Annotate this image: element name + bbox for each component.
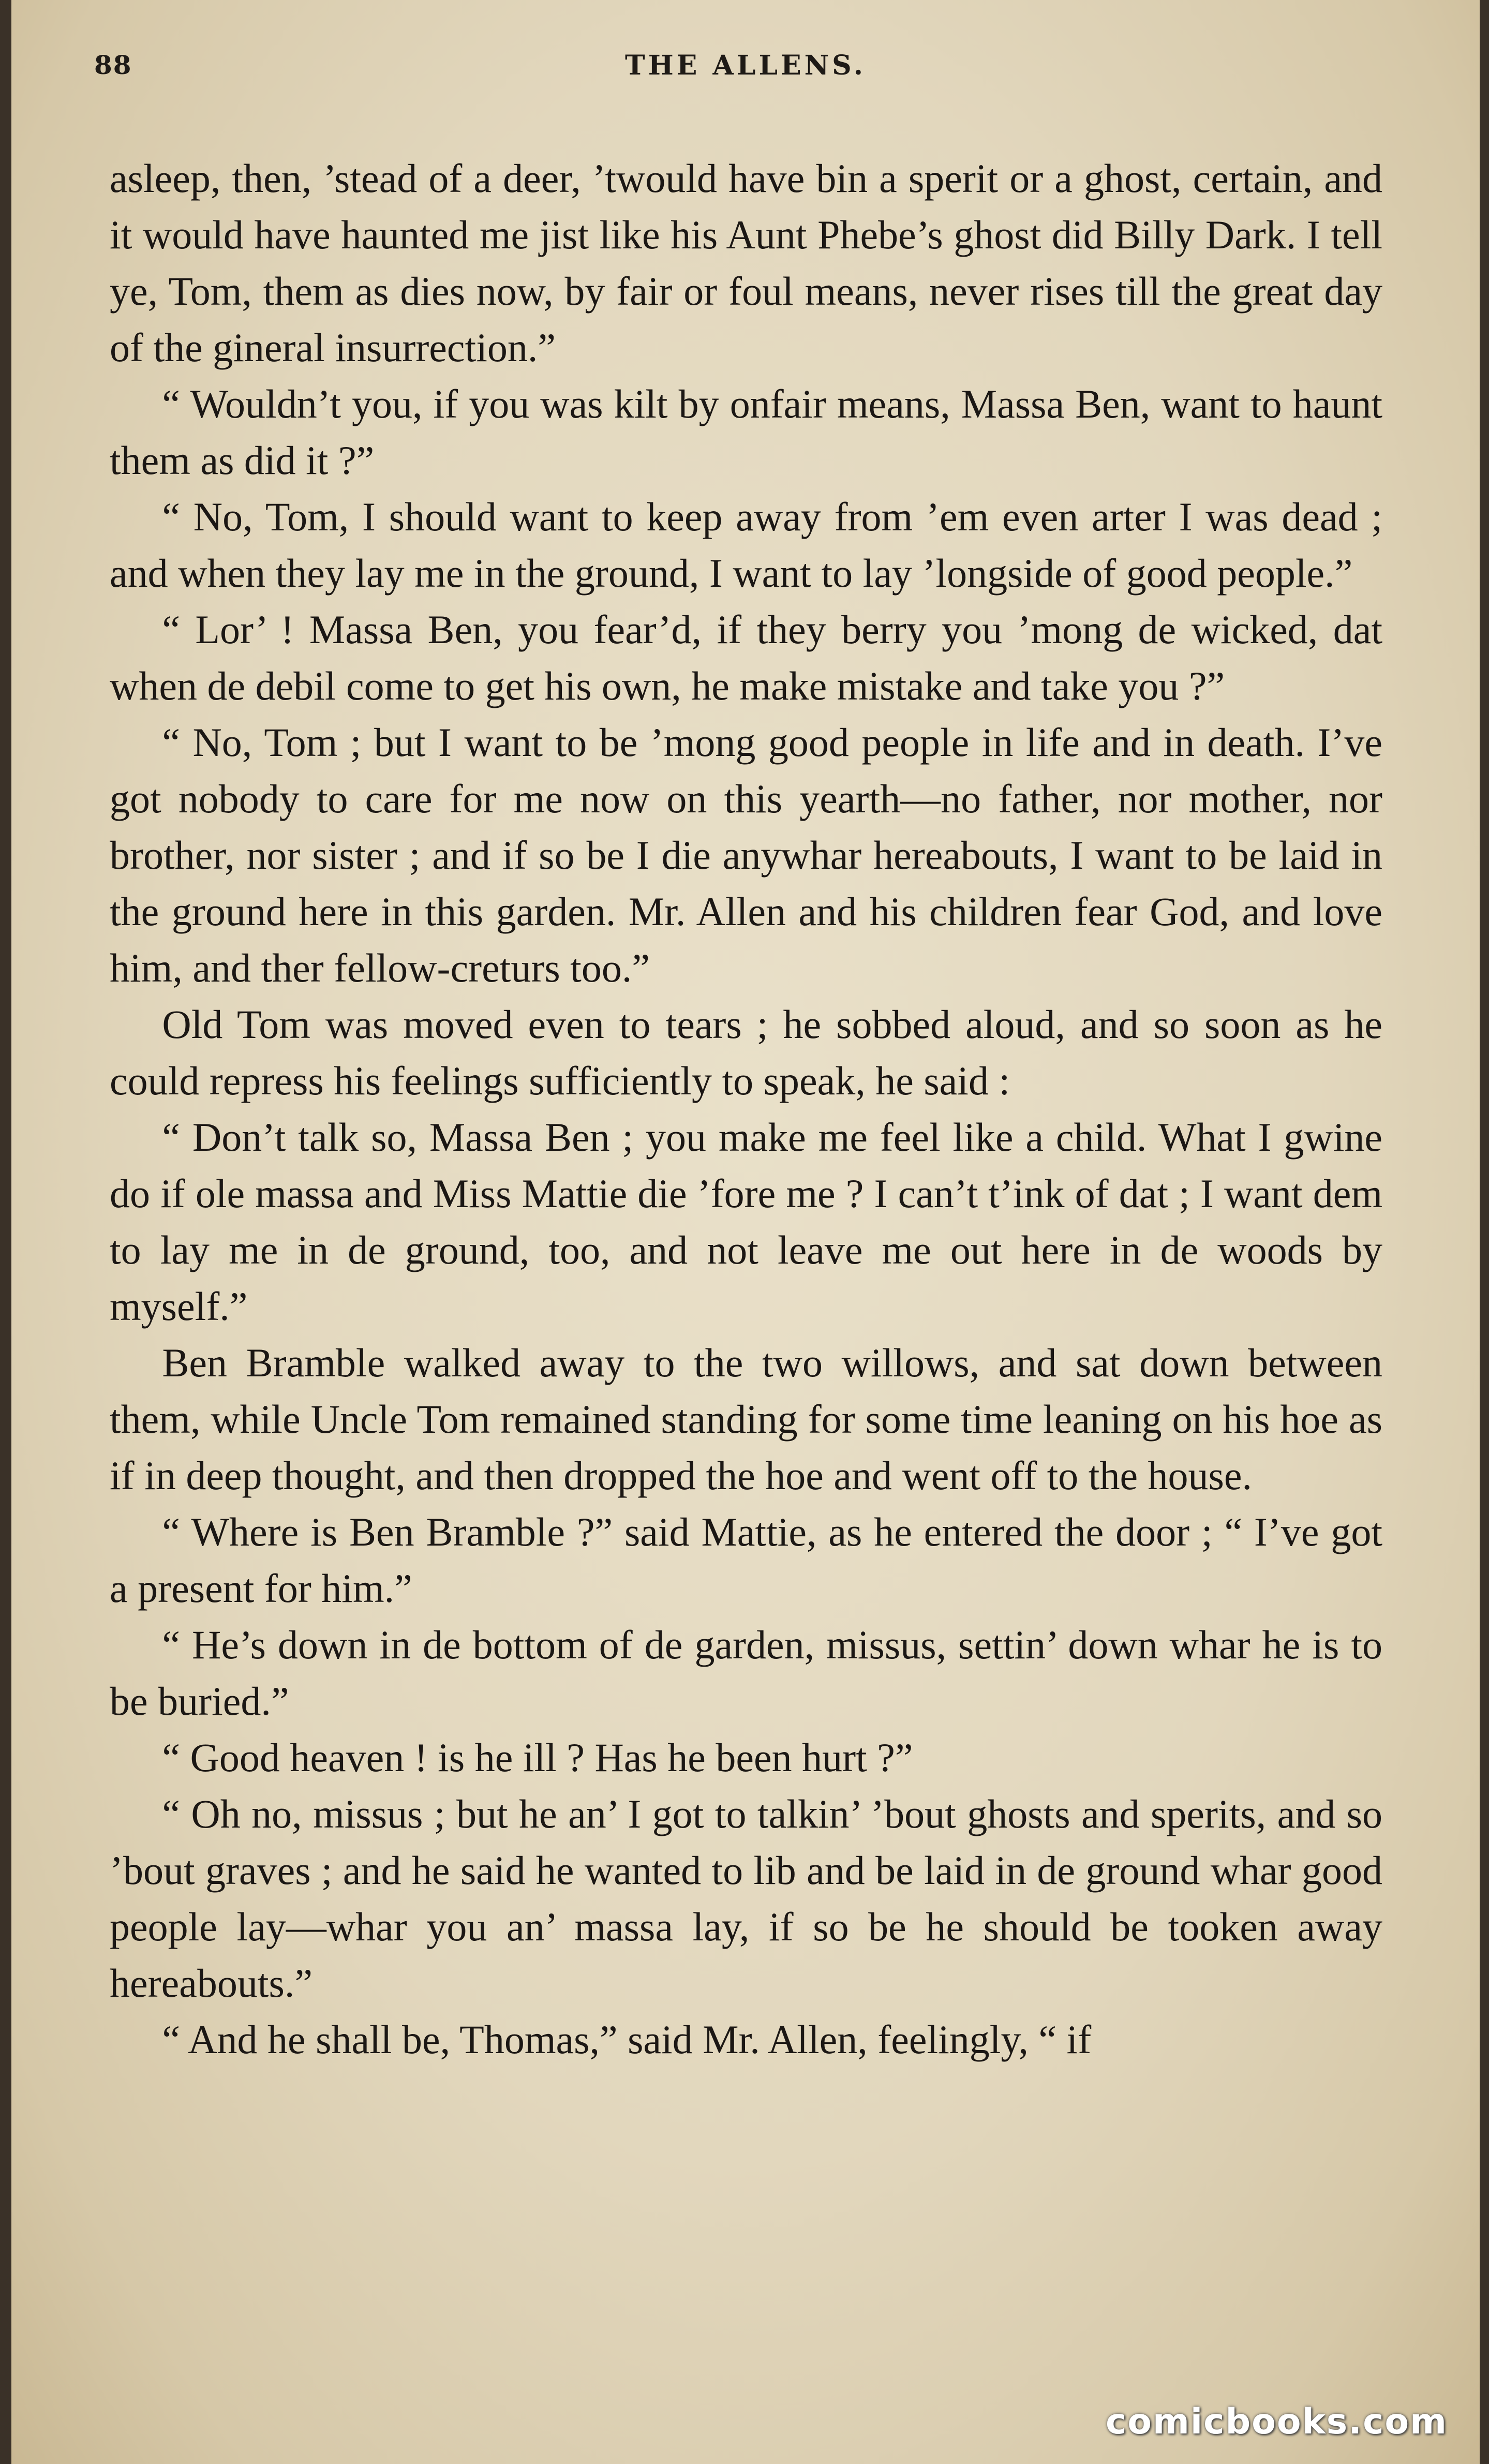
paragraph: “ Don’t talk so, Massa Ben ; you make me feel like a child. What I gwine do if ole massa and Miss Mattie die ’fore me ? I can’t t’ink of dat ; I want dem to lay me in de ground, too, and not leave me out here in de woods by myself.” xyxy=(110,1115,1382,1329)
paragraph: Ben Bramble walked away to the two willows, and sat down between them, while Uncle Tom remained standing for some time leaning on his hoe as if in deep thought, and then dropped the hoe and went off to the house. xyxy=(110,1340,1382,1498)
paragraph: “ No, Tom, I should want to keep away from ’em even arter I was dead ; and when they lay me in the ground, I want to lay ’longside of good people.” xyxy=(110,494,1382,596)
paragraph: “ Good heaven ! is he ill ? Has he been hurt ?” xyxy=(162,1735,913,1780)
paragraph: “ He’s down in de bottom of de garden, missus, settin’ down whar he is to be buried.” xyxy=(110,1622,1382,1724)
paragraph: asleep, then, ’stead of a deer, ’twould have bin a sperit or a ghost, certain, and it would have haunted me jist like his Aunt Phebe’s ghost did Billy Dark. I tell ye, Tom, them as dies now, by fair or foul means, never rises till the great day of the gineral insurrection.” xyxy=(110,156,1382,370)
running-title: THE ALLENS. xyxy=(624,50,866,81)
page-header xyxy=(94,50,1397,81)
paragraph: “ Where is Ben Bramble ?” said Mattie, as he entered the door ; “ I’ve got a present for him.” xyxy=(110,1509,1382,1611)
page-number: 88 xyxy=(94,50,132,80)
paragraph: “ Wouldn’t you, if you was kilt by onfair means, Massa Ben, want to haunt them as did it ?” xyxy=(110,381,1382,483)
watermark: comicbooks.com xyxy=(1105,2401,1448,2442)
paragraph: “ Oh no, missus ; but he an’ I got to talkin’ ’bout ghosts and sperits, and so ’bout graves ; and he said he wanted to lib and be laid in de ground whar good people lay—whar you an’ massa lay, if so be he should be tooken away hereabouts.” xyxy=(110,1791,1382,2006)
paragraph: “ No, Tom ; but I want to be ’mong good people in life and in death. I’ve got nobody to care for me now on this yearth—no father, nor mother, nor brother, nor sister ; and if so be I die anywhar hereabouts, I want to be laid in the ground here in this garden. Mr. Allen and his children fear God, and love him, and ther fellow-creturs too.” xyxy=(110,720,1382,990)
paragraph: Old Tom was moved even to tears ; he sobbed aloud, and so soon as he could repress his feelings sufficiently to speak, he said : xyxy=(110,1002,1382,1103)
body-text xyxy=(110,150,1382,2068)
paragraph: “ And he shall be, Thomas,” said Mr. Allen, feelingly, “ if xyxy=(162,2017,1092,2062)
paragraph: “ Lor’ ! Massa Ben, you fear’d, if they berry you ’mong de wicked, dat when de debil come to get his own, he make mistake and take you ?” xyxy=(110,607,1382,708)
